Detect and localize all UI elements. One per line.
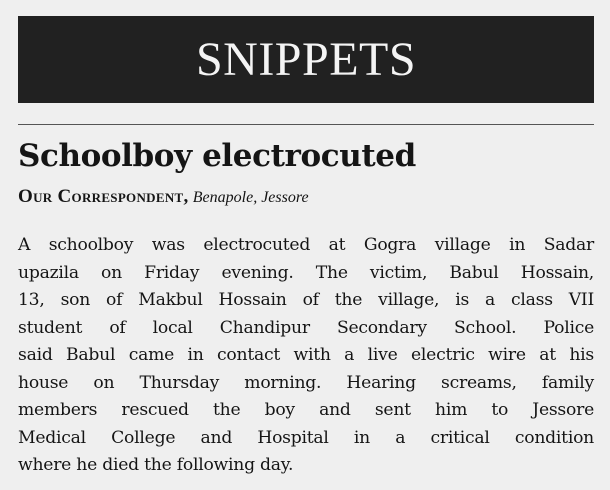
article-byline — [18, 185, 309, 210]
body-line: house on Thursday morning. Hearing screams, family — [18, 372, 594, 393]
body-line: said Babul came in contact with a live electric wire at his — [18, 345, 594, 365]
byline-correspondent: Our Correspondent, — [18, 186, 189, 207]
body-line: A schoolboy was electrocuted at Gogra village in Sadar — [18, 235, 594, 255]
section-banner — [18, 16, 594, 103]
body-line: Medical College and Hospital in a critical condition — [18, 427, 594, 448]
body-line: 13, son of Makbul Hossain of the village, is a class VII — [18, 290, 594, 310]
body-line: student of local Chandipur Secondary School. Police — [18, 317, 594, 338]
body-line: where he died the following day. — [18, 455, 294, 475]
article-headline: Schoolboy electrocuted — [18, 138, 416, 174]
byline-place: Benapole, Jessore — [192, 189, 309, 206]
section-title: SNIPPETS — [195, 32, 417, 86]
divider-rule — [18, 124, 594, 125]
article-body — [18, 232, 594, 480]
body-line: upazila on Friday evening. The victim, Babul Hossain, — [18, 262, 594, 283]
body-line: members rescued the boy and sent him to Jessore — [18, 400, 594, 420]
